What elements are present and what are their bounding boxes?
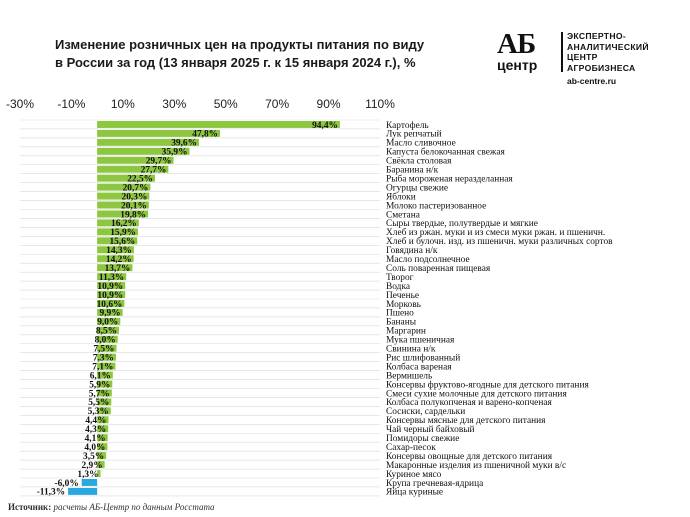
data-label: 94,4%	[312, 120, 338, 131]
data-label: 13,7%	[104, 263, 131, 274]
logo-mark-top: АБ	[497, 28, 536, 60]
category-label: Консервы мясные для детского питания	[386, 416, 546, 427]
bar	[97, 121, 340, 128]
data-label: 9,0%	[97, 317, 119, 328]
data-label: 14,3%	[106, 246, 132, 257]
data-label: 2,9%	[81, 460, 103, 471]
category-label: Молоко пастеризованное	[386, 201, 487, 212]
logo-mark-bottom: центр	[497, 57, 538, 73]
data-label: 29,7%	[145, 156, 172, 167]
category-label: Свинина н/к	[386, 344, 436, 355]
category-label: Мука пшеничная	[386, 335, 455, 346]
category-label: Масло подсолнечное	[386, 255, 470, 266]
data-label: 20,7%	[122, 183, 149, 194]
data-label: 15,6%	[109, 237, 136, 248]
source-text: расчеты АБ-Центр по данным Росстата	[53, 502, 215, 512]
x-tick-label: -30%	[5, 97, 35, 111]
data-label: 27,7%	[140, 165, 167, 176]
data-label: 7,3%	[92, 353, 114, 364]
category-label: Водка	[386, 281, 411, 292]
data-label: 5,7%	[88, 389, 110, 400]
category-label: Пшено	[386, 308, 414, 319]
source-label: Источник:	[8, 502, 52, 512]
data-label: 19,8%	[120, 210, 147, 221]
data-label: -11,3%	[36, 487, 66, 498]
data-label: 5,9%	[89, 380, 111, 391]
category-label: Масло сливочное	[386, 138, 456, 149]
x-tick-label: 110%	[365, 97, 395, 111]
x-tick-label: -10%	[57, 97, 86, 111]
category-label: Чай черный байховый	[386, 425, 475, 436]
x-tick-label: 10%	[110, 97, 135, 111]
data-label: 15,9%	[110, 228, 137, 239]
data-label: -6,0%	[54, 478, 79, 489]
data-label: 10,9%	[97, 281, 124, 292]
category-label: Яйца куриные	[386, 487, 444, 498]
data-label: 20,3%	[121, 192, 148, 203]
data-label: 14,2%	[105, 255, 132, 266]
x-tick-label: 70%	[265, 97, 290, 111]
category-label: Соль поваренная пищевая	[386, 263, 491, 274]
category-label: Творог	[386, 272, 414, 283]
data-label: 11,3%	[98, 272, 125, 283]
category-label: Печенье	[386, 290, 420, 301]
category-label: Крупа гречневая-ядрица	[386, 478, 484, 489]
x-tick-label: 30%	[162, 97, 187, 111]
bar	[68, 488, 97, 495]
logo-tagline-line: ЭКСПЕРТНО-	[567, 31, 626, 41]
value-labels	[37, 121, 338, 498]
category-label: Свёкла столовая	[386, 156, 452, 167]
data-label: 22,5%	[127, 174, 153, 185]
data-label: 3,5%	[83, 451, 105, 462]
data-label: 7,1%	[92, 362, 114, 373]
x-axis-ticks	[6, 97, 395, 111]
data-label: 8,5%	[95, 326, 117, 337]
category-labels	[386, 120, 613, 498]
data-label: 4,3%	[85, 425, 107, 436]
logo-tagline-line: ЦЕНТР	[567, 52, 598, 62]
data-label: 4,4%	[85, 416, 107, 427]
category-label: Хлеб из ржан. муки и из смеси муки ржан. и пшеничн.	[386, 228, 606, 239]
data-label: 10,9%	[97, 290, 124, 301]
category-label: Сыры твердые, полутвердые и мягкие	[386, 219, 538, 230]
category-label: Хлеб и булочн. изд. из пшеничн. муки различных сортов	[386, 237, 613, 248]
data-label: 20,1%	[121, 201, 147, 212]
data-label: 5,3%	[87, 407, 109, 418]
category-label: Лук репчатый	[386, 129, 442, 140]
category-label: Макаронные изделия из пшеничной муки в/с	[386, 460, 567, 471]
category-label: Сметана	[386, 210, 420, 221]
category-label: Сахар-песок	[386, 442, 436, 453]
category-label: Смеси сухие молочные для детского питания	[386, 389, 567, 400]
category-label: Колбаса полукопченая и варено-копченая	[386, 398, 552, 409]
data-label: 16,2%	[111, 219, 137, 230]
category-label: Куриное мясо	[386, 469, 442, 480]
data-label: 6,1%	[89, 371, 111, 382]
category-label: Рыба мороженая неразделанная	[386, 174, 513, 185]
logo-tagline-line: АНАЛИТИЧЕСКИЙ	[567, 41, 649, 52]
data-label: 47,8%	[192, 129, 219, 140]
category-label: Колбаса вареная	[386, 362, 452, 373]
data-label: 4,0%	[84, 442, 106, 453]
category-label: Говядина н/к	[386, 246, 438, 257]
x-tick-label: 90%	[316, 97, 341, 111]
category-label: Морковь	[386, 299, 421, 310]
category-label: Сосиски, сардельки	[386, 407, 466, 418]
bar	[82, 479, 97, 486]
chart-title-line1: Изменение розничных цен на продукты питания по виду	[55, 37, 425, 52]
category-label: Бананы	[386, 317, 417, 328]
data-label: 4,1%	[84, 434, 106, 445]
logo-tagline-line: АГРОБИЗНЕСА	[567, 62, 636, 73]
category-label: Яблоки	[386, 192, 416, 203]
data-label: 1,3%	[77, 469, 99, 480]
category-label: Маргарин	[386, 326, 426, 337]
category-label: Консервы овощные для детского питания	[386, 451, 553, 462]
data-label: 35,9%	[161, 147, 188, 158]
source-note	[8, 502, 215, 512]
data-label: 5,5%	[88, 398, 110, 409]
chart-title-line2: в России за год (13 января 2025 г. к 15 января 2024 г.), %	[55, 55, 416, 70]
x-tick-label: 50%	[213, 97, 238, 111]
category-label: Огурцы свежие	[386, 183, 448, 194]
data-label: 7,5%	[93, 344, 115, 355]
category-label: Картофель	[386, 120, 429, 131]
category-label: Консервы фруктово-ягодные для детского питания	[386, 380, 589, 391]
category-label: Вермишель	[386, 371, 433, 382]
category-label: Помидоры свежие	[386, 434, 460, 445]
category-label: Рис шлифованный	[386, 353, 461, 364]
category-label: Капуста белокочанная свежая	[386, 147, 505, 158]
data-label: 10,6%	[96, 299, 123, 310]
data-label: 9,9%	[99, 308, 121, 319]
data-label: 39,6%	[171, 138, 197, 149]
chart-grid	[20, 120, 380, 496]
logo-url: ab-centre.ru	[567, 76, 617, 86]
data-label: 8,0%	[94, 335, 116, 346]
category-label: Баранина н/к	[386, 165, 439, 176]
